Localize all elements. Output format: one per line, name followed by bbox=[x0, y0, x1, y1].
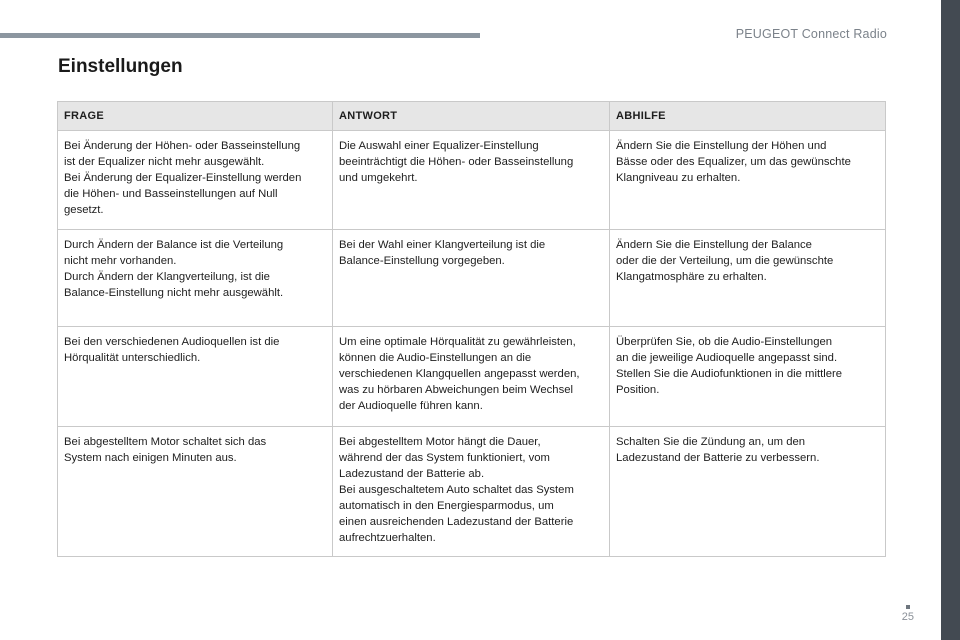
table-row bbox=[58, 230, 886, 327]
faq-table bbox=[57, 101, 886, 557]
table-header-row bbox=[58, 102, 886, 131]
brand-label: PEUGEOT Connect Radio bbox=[735, 27, 887, 41]
cell-question: Bei abgestelltem Motor schaltet sich das System nach einigen Minuten aus. bbox=[58, 427, 333, 557]
cell-remedy: Ändern Sie die Einstellung der Höhen und Bässe oder des Equalizer, um das gewünschte Klangniveau zu erhalten. bbox=[610, 131, 886, 230]
header-frage: FRAGE bbox=[58, 102, 333, 131]
header-abhilfe: ABHILFE bbox=[610, 102, 886, 131]
header-antwort: ANTWORT bbox=[333, 102, 610, 131]
side-strip bbox=[941, 0, 960, 640]
page-title: Einstellungen bbox=[58, 56, 183, 77]
cell-question: Durch Ändern der Balance ist die Verteilung nicht mehr vorhanden. Durch Ändern der Klangverteilung, ist die Balance-Einstellung nicht mehr ausgewählt. bbox=[58, 230, 333, 327]
cell-remedy: Überprüfen Sie, ob die Audio-Einstellungen an die jeweilige Audioquelle angepasst sind. Stellen Sie die Audiofunktionen in die mittlere Position. bbox=[610, 327, 886, 427]
cell-answer: Bei abgestelltem Motor hängt die Dauer, während der das System funktioniert, vom Ladezustand der Batterie ab. Bei ausgeschaltetem Auto schaltet das System automatisch in den Energiesparmodus, um einen ausreichenden Ladezustand der Batterie aufrechtzuerhalten. bbox=[333, 427, 610, 557]
table-row bbox=[58, 131, 886, 230]
cell-answer: Um eine optimale Hörqualität zu gewährleisten, können die Audio-Einstellungen an die verschiedenen Klangquellen angepasst werden, was zu hörbaren Abweichungen beim Wechsel der Audioquelle führen kann. bbox=[333, 327, 610, 427]
page-number: 25 bbox=[901, 611, 914, 623]
cell-answer: Die Auswahl einer Equalizer-Einstellung beeinträchtigt die Höhen- oder Basseinstellung und umgekehrt. bbox=[333, 131, 610, 230]
cell-question: Bei Änderung der Höhen- oder Basseinstellung ist der Equalizer nicht mehr ausgewählt. Bei Änderung der Equalizer-Einstellung werden die Höhen- und Basseinstellungen auf Null gesetzt. bbox=[58, 131, 333, 230]
cell-question: Bei den verschiedenen Audioquellen ist die Hörqualität unterschiedlich. bbox=[58, 327, 333, 427]
cell-remedy: Ändern Sie die Einstellung der Balance oder die der Verteilung, um die gewünschte Klangatmosphäre zu erhalten. bbox=[610, 230, 886, 327]
table-row bbox=[58, 327, 886, 427]
header-rule bbox=[0, 33, 480, 38]
cell-remedy: Schalten Sie die Zündung an, um den Ladezustand der Batterie zu verbessern. bbox=[610, 427, 886, 557]
cell-answer: Bei der Wahl einer Klangverteilung ist die Balance-Einstellung vorgegeben. bbox=[333, 230, 610, 327]
table-row bbox=[58, 427, 886, 557]
page-marker-icon bbox=[906, 605, 910, 609]
